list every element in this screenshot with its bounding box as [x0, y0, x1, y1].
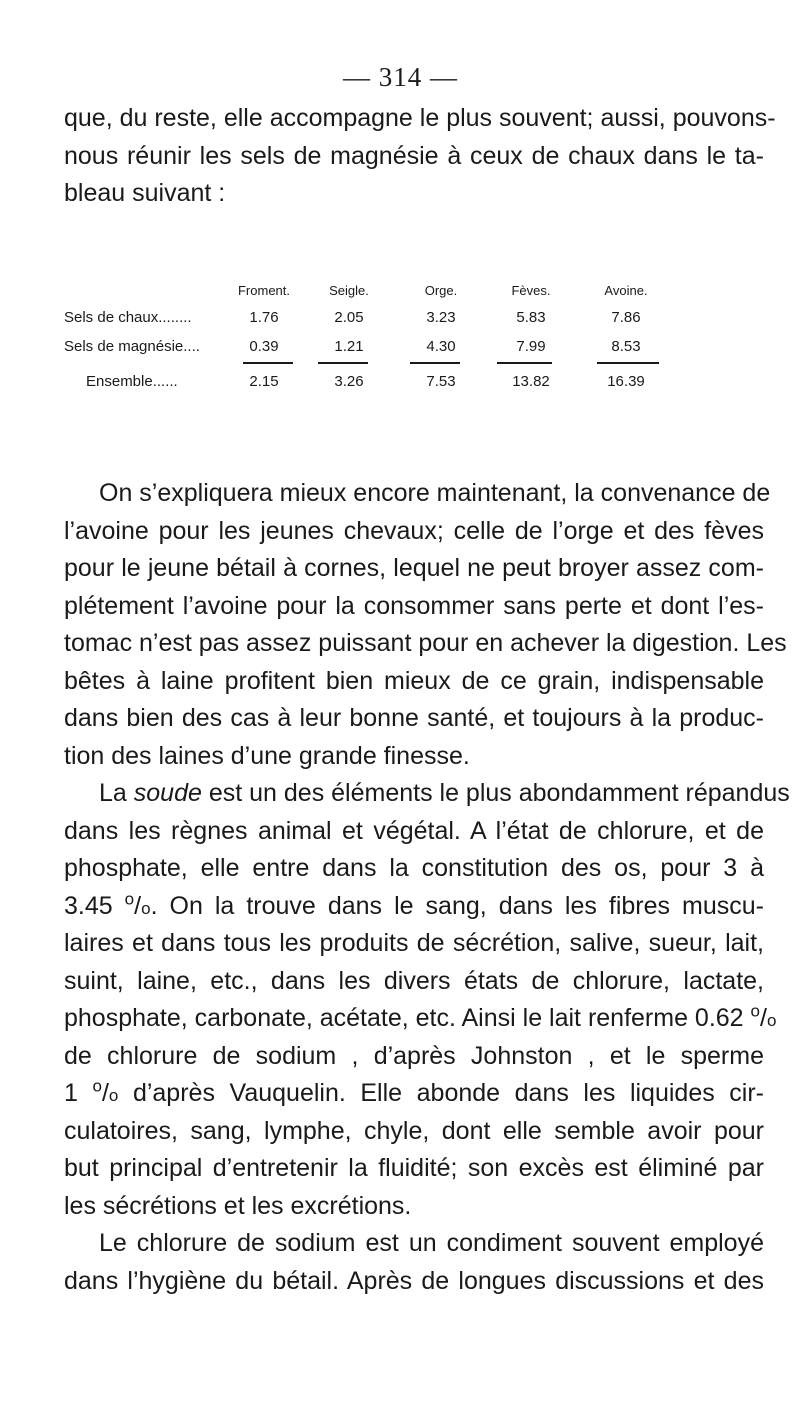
column-header: Orge.	[424, 283, 458, 298]
table-cell: 8.53	[611, 338, 641, 355]
table-cell: 2.05	[334, 309, 364, 326]
sum-rule	[410, 362, 460, 364]
text-line: On s’expliquera mieux encore maintenant, la convenance de	[99, 479, 771, 507]
column-header: Seigle.	[329, 283, 369, 298]
row-label: Sels de chaux........	[64, 309, 192, 326]
column-header: Avoine.	[604, 283, 648, 298]
table-row	[64, 309, 714, 331]
table-cell: 1.76	[249, 309, 279, 326]
table-total-row	[64, 373, 714, 395]
table-cell: 13.82	[512, 373, 550, 390]
text-line: suint, laine, etc., dans les divers états de chlorure, lactate,	[64, 966, 764, 995]
text-line: l’avoine pour les jeunes chevaux; celle de l’orge et des fèves	[64, 516, 764, 545]
text-line: 1 $^o$/o d’après Vauquelin. Elle abonde dans les liquides cir-	[64, 1076, 764, 1107]
table-cell: 7.53	[426, 373, 456, 390]
text-line: tomac n’est pas assez puissant pour en achever la digestion. Les	[64, 629, 787, 657]
text-line: dans les règnes animal et végétal. A l’état de chlorure, et de	[64, 816, 764, 845]
text-line: les sécrétions et les excrétions.	[64, 1191, 412, 1220]
row-label: Ensemble......	[86, 373, 178, 390]
table-cell: 3.26	[334, 373, 364, 390]
text-line: nous réunir les sels de magnésie à ceux de chaux dans le ta-	[64, 141, 764, 170]
column-header: Froment.	[237, 283, 290, 298]
column-header: Fèves.	[511, 283, 551, 298]
intro-paragraph	[64, 100, 776, 213]
table-cell: 7.99	[516, 338, 546, 355]
sum-rule	[597, 362, 659, 364]
text-line: tion des laines d’une grande finesse.	[64, 741, 470, 770]
table-cell: 1.21	[334, 338, 364, 355]
table-cell: 2.15	[249, 373, 279, 390]
body-paragraphs	[64, 475, 790, 1300]
sum-rule	[318, 362, 368, 364]
table-cell: 4.30	[426, 338, 456, 355]
text-line: phosphate, carbonate, acétate, etc. Ainsi le lait renferme 0.62 $^o$/o	[64, 1001, 777, 1032]
text-line: plétement l’avoine pour la consommer sans perte et dont l’es-	[64, 591, 764, 620]
page-number: — 314 —	[343, 62, 458, 92]
text-line: dans l’hygiène du bétail. Après de longues discussions et des	[64, 1266, 764, 1295]
text-line: phosphate, elle entre dans la constitution des os, pour 3 à	[64, 854, 764, 882]
text-line: La soude est un des éléments le plus abondamment répandus	[99, 779, 790, 807]
table-cell: 16.39	[607, 373, 645, 390]
table-cell: 0.39	[249, 338, 279, 355]
text-line: de chlorure de sodium , d’après Johnston , et le sperme	[64, 1041, 764, 1070]
sum-rule	[243, 362, 293, 364]
text-line: but principal d’entretenir la fluidité; son excès est éliminé par	[64, 1154, 764, 1182]
table-cell: 3.23	[426, 309, 456, 326]
emphasis-soude: soude	[133, 779, 202, 807]
text-line: culatoires, sang, lymphe, chyle, dont elle semble avoir pour	[64, 1116, 764, 1145]
table-row	[64, 338, 714, 360]
table-header-row	[64, 283, 714, 305]
text-line: 3.45 $^o$/o. On la trouve dans le sang, dans les fibres muscu-	[64, 889, 764, 920]
text-line: bêtes à laine profitent bien mieux de ce grain, indispensable	[64, 666, 764, 695]
row-label: Sels de magnésie....	[64, 338, 200, 355]
text-line: pour le jeune bétail à cornes, lequel ne peut broyer assez com-	[64, 554, 764, 582]
text-line: bleau suivant :	[64, 179, 226, 207]
sum-rule	[497, 362, 552, 364]
table-cell: 7.86	[611, 309, 641, 326]
text-line: que, du reste, elle accompagne le plus souvent; aussi, pouvons-	[64, 104, 776, 132]
text-line: dans bien des cas à leur bonne santé, et toujours à la produc-	[64, 704, 764, 732]
text-line: Le chlorure de sodium est un condiment souvent employé	[99, 1229, 764, 1257]
text-line: laires et dans tous les produits de sécrétion, salive, sueur, lait,	[64, 929, 764, 957]
table-cell: 5.83	[516, 309, 546, 326]
